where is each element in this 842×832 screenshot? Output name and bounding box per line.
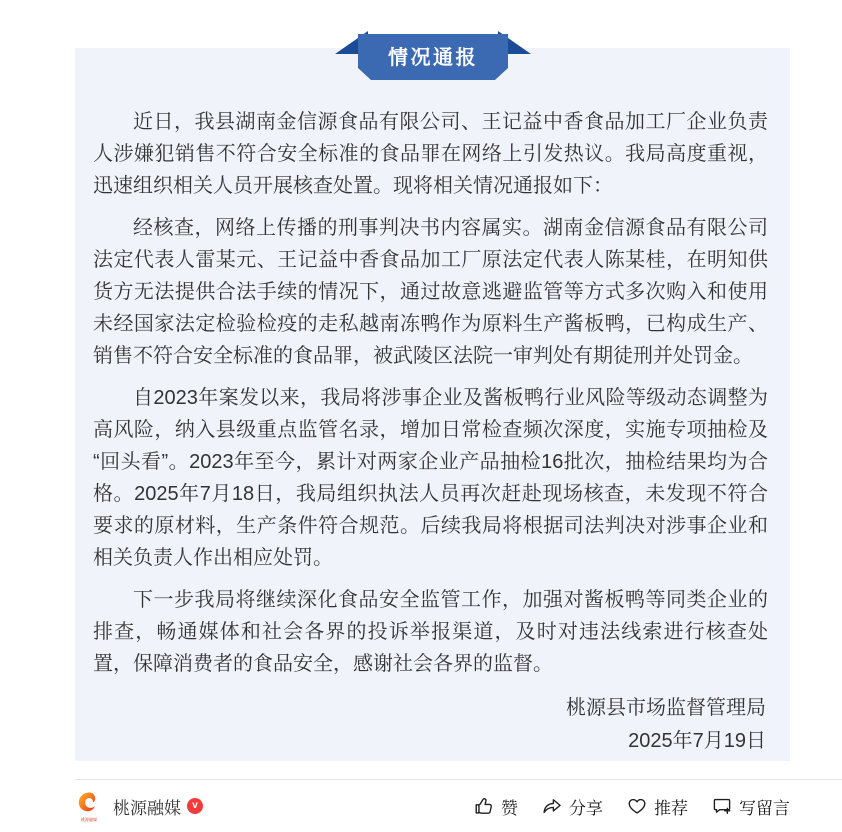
signature-block (93, 692, 768, 758)
write-comment-label: 写留言 (739, 798, 790, 818)
notice-paragraph: 近日，我县湖南金信源食品有限公司、王记益中香食品加工厂企业负责人涉嫌犯销售不符合安全标准的食品罪在网络上引发热议。我局高度重视，迅速组织相关人员开展核查处置。现将相关情况通报如下： (93, 111, 768, 197)
issue-date: 2025年7月19日 (628, 730, 766, 752)
notice-paragraph: 经核查，网络上传播的刑事判决书内容属实。湖南金信源食品有限公司法定代表人雷某元、王记益中香食品加工厂原法定代表人陈某桂，在明知供货方无法提供合法手续的情况下，通过故意逃避监管等方式多次购入和使用未经国家法定检验检疫的走私越南冻鸭作为原料生产酱板鸭，已构成生产、销售不符合安全标准的食品罪，被武陵区法院一审判处有期徒刑并处罚金。 (93, 217, 768, 367)
verified-badge-icon: v (187, 798, 203, 814)
write-comment-button[interactable] (711, 794, 790, 819)
logo-caption: 桃源融媒 (81, 816, 97, 822)
notice-paragraph: 下一步我局将继续深化食品安全监管工作，加强对酱板鸭等同类企业的排查，畅通媒体和社会各界的投诉举报渠道，及时对违法线索进行核查处置，保障消费者的食品安全，感谢社会各界的监督。 (93, 589, 768, 675)
share-label: 分享 (569, 798, 603, 818)
notice-ribbon (333, 30, 533, 82)
media-logo-icon (76, 791, 102, 817)
share-arrow-icon (541, 795, 563, 817)
comment-plus-icon (711, 795, 733, 817)
like-button[interactable] (473, 794, 518, 819)
notice-body (75, 48, 790, 758)
share-button[interactable] (541, 794, 603, 819)
recommend-label: 推荐 (654, 798, 688, 818)
notice-title: 情况通报 (387, 47, 478, 69)
notice-card (75, 48, 790, 761)
publisher-account[interactable] (75, 789, 203, 823)
account-name[interactable]: 桃源融媒 (113, 798, 181, 818)
heart-icon (626, 795, 648, 817)
thumbs-up-icon (473, 795, 495, 817)
notice-paragraph: 自2023年案发以来，我局将涉事企业及酱板鸭行业风险等级动态调整为高风险，纳入县级重点监管名录，增加日常检查频次深度，实施专项抽检及“回头看”。2023年至今，累计对两家企业产品抽检16批次，抽检结果均为合格。2025年7月18日，我局组织执法人员再次赶赴现场核查，未发现不符合要求的原材料，生产条件符合规范。后续我局将根据司法判决对涉事企业和相关负责人作出相应处罚。 (93, 387, 768, 569)
recommend-button[interactable] (626, 794, 688, 819)
footer-bar (75, 779, 842, 832)
like-label: 赞 (501, 798, 518, 818)
avatar[interactable] (75, 789, 103, 823)
action-bar (473, 794, 790, 819)
issuing-authority: 桃源县市场监督管理局 (566, 697, 766, 719)
